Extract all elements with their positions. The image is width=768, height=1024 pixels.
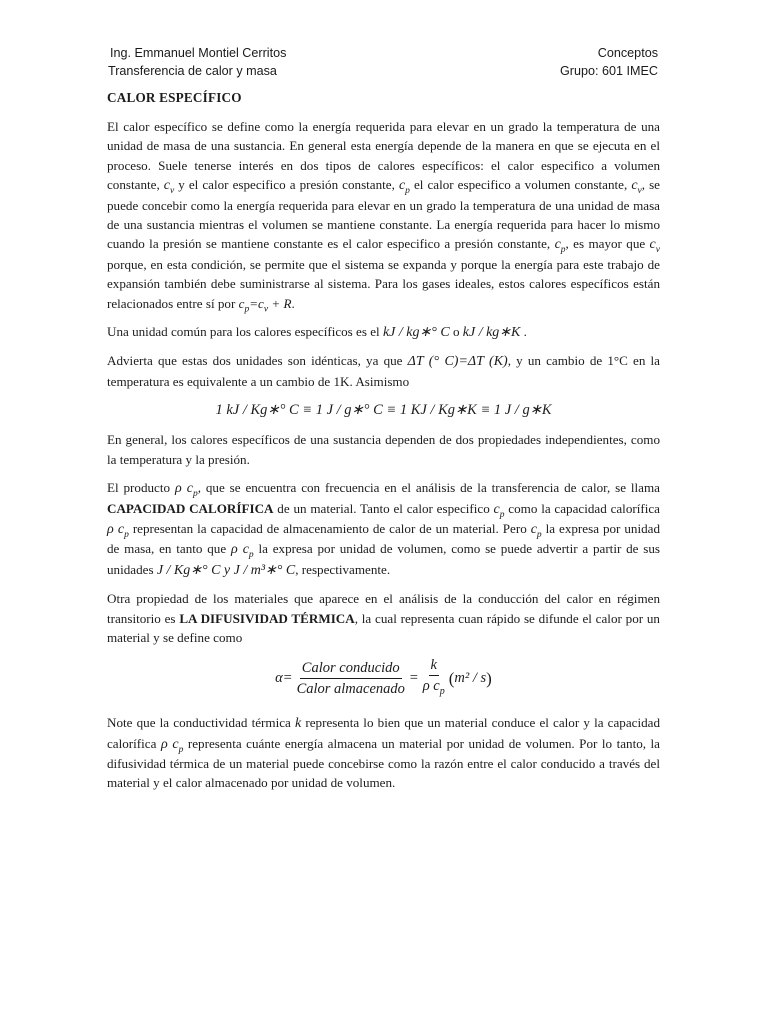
paragraph-identical-units: Advierta que estas dos unidades son idénticas, ya que ΔT (° C)=ΔT (K), y un cambio de 1°C en la temperatura es equivalente a un cambio de 1K. Asimismo xyxy=(107,353,660,389)
fraction-conducted-stored: $\frac{\text{Calor conducido}}{\text{Calor almacenado}}$ xyxy=(296,660,405,698)
unit-kj-kg-k: kJ / kg∗K xyxy=(462,325,521,341)
section-label: Conceptos xyxy=(597,46,658,60)
paragraph-specific-heat: El calor específico se define como la energía requerida para elevar en un grado la temperatura de una unidad de masa de una sustancia. En general esta energía depende de la manera en que se ejecuta en el proceso. Suele tenerse interés en dos tipos de calores específicos: el calor especifico a volumen constante, $c_v$ y el calor especifico a presión constante, $c_p$ el calor especifico a volumen constante, $c_v$, se puede concebir como la energía requerida para elevar en un grado la temperatura de una unidad de masa de una sustancia mientras el volumen se mantiene constante. La energía requerida para hacer lo mismo cuando la presión se mantiene constante es el calor especifico a presión constante, $c_p$, es mayor que $c_v$ porque, en esta condición, se permite que el sistema se expanda y porque la energía para este trabajo de expansión también debe suministrarse al sistema. Para los gases ideales, estos calores específicos están relacionados entre sí por $c_p=c_v + R$. xyxy=(107,119,660,315)
diffusivity-equation: α= $\frac{\text{Calor conducido}}{\text{Calor almacenado}}$ = $\frac{k}{\rho c_p}$ ( m² / s ) xyxy=(107,656,660,701)
term-thermal-diffusivity: LA DIFUSIVIDAD TÉRMICA xyxy=(179,610,355,626)
alpha-lhs: α= xyxy=(275,670,293,687)
delta-t-equation: ΔT (° C)=ΔT (K) xyxy=(407,354,508,370)
symbol-rho-cp: ρ $c_p$ xyxy=(160,736,184,755)
symbol-cv: $c_v$ xyxy=(631,178,642,197)
symbol-rho-cp: ρ $c_p$ xyxy=(107,521,129,540)
symbol-cv: $c_v$ xyxy=(163,178,175,197)
symbol-cp: $c_p$ xyxy=(530,521,542,540)
symbol-rho-cp: ρ $c_p$ xyxy=(230,542,254,561)
paragraph-conductivity-note: Note que la conductividad térmica k representa lo bien que un material conduce el calor y la capacidad calorífica ρ $c_p$ representa cuánte energía almacena un material por unidad de volumen. Por lo tanto, la difusividad térmica de un material puede concebirse como la razón entre el calor conducido a través del material y el calor almacenado por unidad de volumen. xyxy=(107,715,660,791)
paragraph-heat-capacity: El producto ρ $c_p$, que se encuentra con frecuencia en el análisis de la transferencia de calor, se llama CAPACIDAD CALORÍFICA de un material. Tanto el calor especifico $c_p$ como la capacidad calorífica ρ $c_p$ representan la capacidad de almacenamiento de calor de un material. Pero $c_p$ la expresa por unidad de masa, en tanto que ρ $c_p$ la expresa por unidad de volumen, como se puede advertir a partir de sus unidades J / Kg∗° C y J / m³∗° C, respectivamente. xyxy=(107,480,661,578)
paragraph-units: Una unidad común para los calores específicos es el kJ / kg∗° C o kJ / kg∗K . xyxy=(107,324,527,341)
symbol-cp: $c_p$ xyxy=(493,501,505,520)
paragraph-diffusivity: Otra propiedad de los materiales que aparece en el análisis de la conducción del calor en régimen transitorio es LA DIFUSIVIDAD TÉRMICA, la cual representa cuan rápido se difunde el calor por un material y se define como xyxy=(107,591,660,645)
units-expression: J / Kg∗° C y J / m³∗° C xyxy=(156,562,296,578)
page-header xyxy=(108,45,658,80)
term-heat-capacity: CAPACIDAD CALORÍFICA xyxy=(107,500,274,516)
diffusivity-units: m² / s xyxy=(454,670,487,687)
symbol-rho-cp: ρ $c_p$ xyxy=(174,481,198,499)
units-equivalence-equation: 1 kJ / Kg∗° C ≡ 1 J / g∗° C ≡ 1 KJ / Kg∗K ≡ 1 J / g∗K xyxy=(215,402,552,419)
course-name: Transferencia de calor y masa xyxy=(108,63,277,78)
group-label: Grupo: 601 IMEC xyxy=(560,63,658,78)
author-name: Ing. Emmanuel Montiel Cerritos xyxy=(110,46,287,60)
fraction-k-rho-cp: $\frac{k}{\rho c_p}$ xyxy=(422,657,445,698)
symbol-cp: $c_p$ xyxy=(554,237,566,256)
ideal-gas-relation: $c_p=c_v + R$ xyxy=(238,295,292,315)
section-title: CALOR ESPECÍFICO xyxy=(107,90,242,105)
paragraph-dependence: En general, los calores específicos de una sustancia dependen de dos propiedades independientes, como la temperatura y la presión. xyxy=(107,432,660,467)
document-body xyxy=(107,88,660,802)
symbol-cp: $c_p$ xyxy=(398,178,410,197)
symbol-k: k xyxy=(295,716,302,732)
unit-kj-kg-c: kJ / kg∗° C xyxy=(382,325,450,341)
symbol-cv: $c_v$ xyxy=(649,237,660,256)
